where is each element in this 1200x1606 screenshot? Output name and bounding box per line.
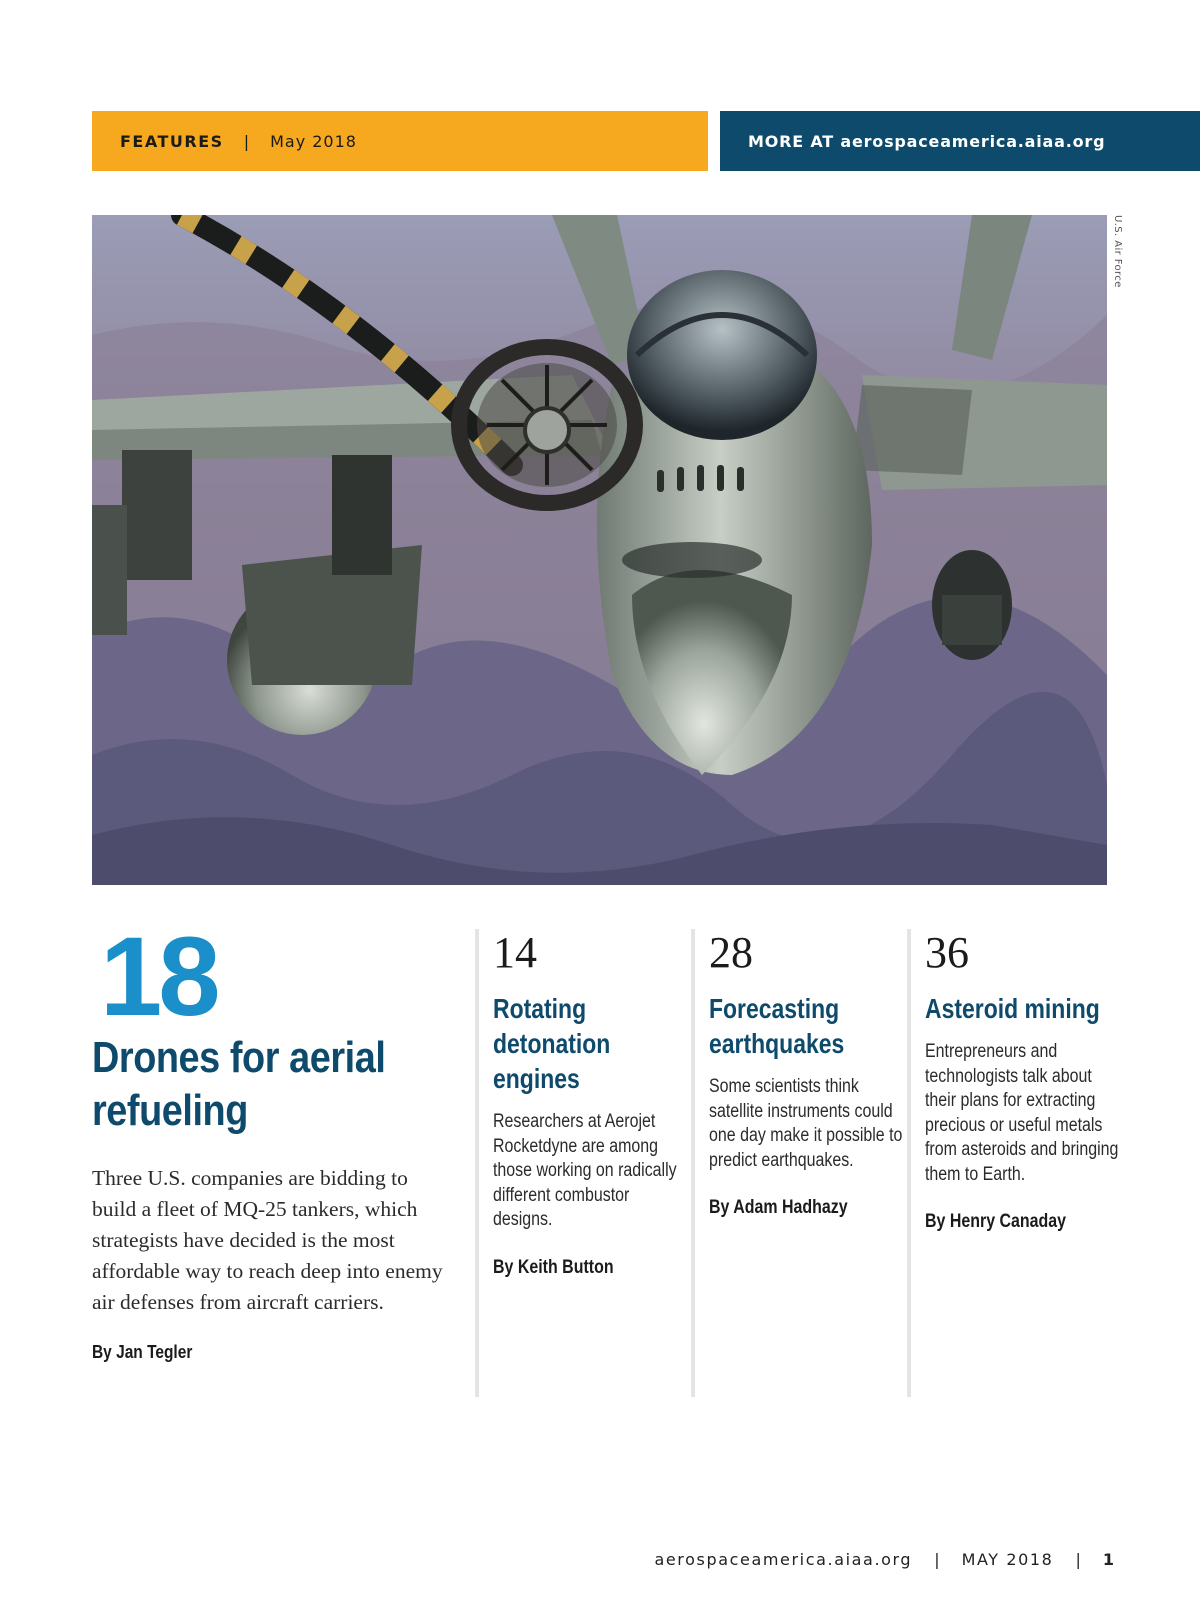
story-title[interactable]: Asteroid mining	[925, 993, 1100, 1024]
footer-issue: MAY 2018	[961, 1550, 1054, 1569]
lead-description: Three U.S. companies are bidding to build a fleet of MQ-25 tankers, which strategists have decided is the most affordable way to reach deep into enemy air defenses from aircraft carriers.	[92, 1166, 443, 1314]
page-number: 1	[1102, 1550, 1114, 1569]
footer-separator: |	[934, 1550, 940, 1569]
section-banner	[92, 111, 708, 171]
story-byline: By Henry Canaday	[925, 1211, 1067, 1232]
story-page-number: 28	[709, 928, 753, 977]
story-column[interactable]	[691, 929, 909, 1397]
jet-refueling-illustration	[92, 215, 1107, 885]
story-page-number: 14	[493, 928, 537, 977]
story-description: Some scientists think satellite instruments could one day make it possible to predict earthquakes.	[709, 1076, 903, 1171]
lead-byline: By Jan Tegler	[92, 1342, 193, 1362]
issue-date: May 2018	[270, 131, 357, 151]
footer-separator: |	[1075, 1550, 1081, 1569]
hero-photo	[92, 215, 1107, 885]
story-title[interactable]: Rotating detonation engines	[493, 993, 611, 1094]
more-at-banner[interactable]	[720, 111, 1200, 171]
story-byline: By Keith Button	[493, 1256, 614, 1278]
story-title[interactable]: Forecasting earthquakes	[709, 993, 845, 1059]
story-column[interactable]	[907, 929, 1125, 1397]
story-column[interactable]	[475, 929, 693, 1397]
more-at-link[interactable]: MORE AT aerospaceamerica.aiaa.org	[748, 131, 1106, 151]
story-description: Entrepreneurs and technologists talk about their plans for extracting precious or useful metals from asteroids and bringing them to Earth.	[925, 1041, 1119, 1185]
footer-site[interactable]: aerospaceamerica.aiaa.org	[654, 1550, 913, 1569]
page-footer	[654, 1550, 1114, 1569]
lead-story[interactable]	[92, 914, 452, 1363]
story-description: Researchers at Aerojet Rocketdyne are among those working on radically different combustor designs.	[493, 1111, 677, 1230]
lead-title[interactable]: Drones for aerial refueling	[92, 1033, 386, 1135]
section-label: FEATURES	[120, 131, 224, 151]
story-page-number: 36	[925, 928, 969, 977]
story-byline: By Adam Hadhazy	[709, 1197, 848, 1218]
photo-credit: U.S. Air Force	[1112, 215, 1123, 288]
lead-page-number: 18	[100, 914, 217, 1039]
banner-separator: |	[243, 131, 251, 151]
